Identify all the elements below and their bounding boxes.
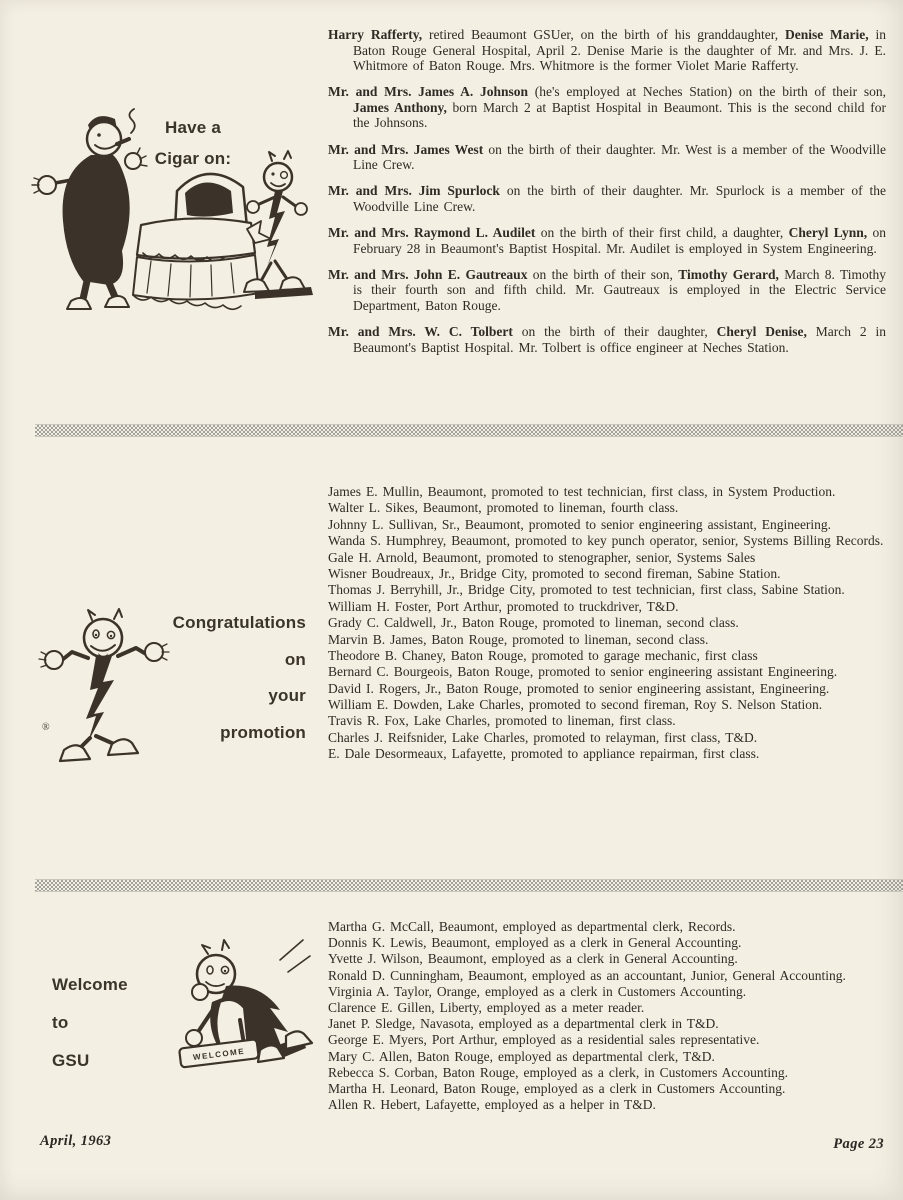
births-entries: [328, 27, 886, 366]
promotion-item: Wisner Boudreaux, Jr., Bridge City, promoted to second fireman, Sabine Station.: [328, 565, 781, 581]
welcome-mat-text: WELCOME: [192, 1046, 246, 1063]
new-employee-item: George E. Myers, Port Arthur, employed as a residential sales representative.: [328, 1032, 760, 1048]
birth-announcement: Mr. and Mrs. James A. Johnson (he's employed at Neches Station) on the birth of their son, James Anthony, born March 2 at Baptist Hospital in Beaumont. This is the second child for the Johnsons.: [328, 84, 887, 131]
births-section-label: [136, 112, 250, 174]
birth-announcement: Mr. and Mrs. John E. Gautreaux on the birth of their son, Timothy Gerard, March 8. Timothy is their fourth son and fifth child. Mr. Gautreaux is employed in the Electric Service Department, Baton Rouge.: [328, 266, 886, 313]
welcome-entries: [328, 920, 886, 1114]
promo-label-line3: your: [268, 686, 306, 705]
promotion-item: Walter L. Sikes, Beaumont, promoted to lineman, fourth class.: [328, 500, 679, 516]
new-employee-item: Martha G. McCall, Beaumont, employed as departmental clerk, Records.: [328, 919, 736, 934]
registered-trademark-symbol: ®: [42, 722, 50, 733]
births-label-line1: Have a: [164, 118, 222, 137]
welcome-label-line1: Welcome: [52, 975, 128, 994]
new-employee-item: Martha H. Leonard, Baton Rouge, employed as a clerk in Customers Accounting.: [328, 1080, 786, 1096]
reddy-welcome-mat-illustration: [148, 928, 318, 1108]
promotion-item: Wanda S. Humphrey, Beaumont, promoted to key punch operator, senior, Systems Billing Records.: [328, 533, 884, 549]
promotion-item: David I. Rogers, Jr., Baton Rouge, promoted to senior engineering assistant, Engineering.: [328, 680, 830, 696]
promo-label-line2: on: [284, 649, 306, 669]
promotion-item: Johnny L. Sullivan, Sr., Beaumont, promoted to senior engineering assistant, Engineering.: [328, 516, 832, 532]
new-employee-item: Yvette J. Wilson, Beaumont, employed as a clerk in General Accounting.: [328, 951, 738, 967]
promotion-item: Gale H. Arnold, Beaumont, promoted to stenographer, senior, Systems Sales: [328, 549, 756, 565]
welcome-label-line2: to: [52, 1013, 69, 1032]
promotion-item: Bernard C. Bourgeois, Baton Rouge, promoted to senior engineering assistant Engineering.: [328, 664, 838, 680]
welcome-section-label: [52, 966, 162, 1080]
section-divider-2: [35, 879, 903, 892]
birth-announcement: Mr. and Mrs. W. C. Tolbert on the birth of their daughter, Cheryl Denise, March 2 in Beaumont's Baptist Hospital. Mr. Tolbert is office engineer at Neches Station.: [328, 323, 886, 355]
birth-announcement: Mr. and Mrs. Jim Spurlock on the birth of their daughter. Mr. Spurlock is a member of the Woodville Line Crew.: [328, 183, 886, 214]
birth-announcement: Harry Rafferty, retired Beaumont GSUer, on the birth of his granddaughter, Denise Marie, in Baton Rouge General Hospital, April 2. Denise Marie is the daughter of Mr. and Mrs. J. E. Whitmore of Baton Rouge. Mrs. Whitmore is the former Violet Marie Rafferty.: [328, 27, 886, 74]
new-employee-item: Clarence E. Gillen, Liberty, employed as a meter reader.: [328, 999, 645, 1015]
new-employee-item: Mary C. Allen, Baton Rouge, employed as departmental clerk, T&D.: [328, 1048, 715, 1064]
promotions-entries: [328, 484, 886, 763]
promotion-item: William H. Foster, Port Arthur, promoted to truckdriver, T&D.: [328, 598, 679, 614]
new-employee-item: Virginia A. Taylor, Orange, employed as a clerk in Customers Accounting.: [328, 983, 747, 999]
new-employee-item: Ronald D. Cunningham, Beaumont, employed as an accountant, Junior, General Accounting.: [328, 967, 846, 983]
promo-label-line1: Congratulations: [172, 613, 306, 632]
promotion-item: E. Dale Desormeaux, Lafayette, promoted to appliance repairman, first class.: [328, 746, 760, 762]
promotion-item: Marvin B. James, Baton Rouge, promoted to lineman, second class.: [328, 631, 709, 647]
birth-announcement: Mr. and Mrs. Raymond L. Audilet on the birth of their first child, a daughter, Cheryl Lynn, on February 28 in Beaumont's Baptist Hospital. Mr. Audilet is employed in System Engineering.: [328, 224, 886, 256]
promotions-section-label: [158, 605, 306, 751]
new-employee-item: Rebecca S. Corban, Baton Rouge, employed as a clerk, in Customers Accounting.: [328, 1064, 789, 1080]
promo-label-line4: promotion: [220, 722, 306, 742]
footer-issue-date: April, 1963: [40, 1133, 112, 1149]
promotion-item: Charles J. Reifsnider, Lake Charles, promoted to relayman, first class, T&D.: [328, 729, 758, 745]
promotion-item: James E. Mullin, Beaumont, promoted to test technician, first class, in System Production.: [328, 484, 836, 499]
promotion-item: Theodore B. Chaney, Baton Rouge, promoted to garage mechanic, first class: [328, 647, 758, 663]
promotion-item: Grady C. Caldwell, Jr., Baton Rouge, promoted to lineman, second class.: [328, 615, 739, 631]
promotion-item: William E. Dowden, Lake Charles, promoted to second fireman, Roy S. Nelson Station.: [328, 697, 823, 713]
birth-announcement: Mr. and Mrs. James West on the birth of their daughter. Mr. West is a member of the Woodville Line Crew.: [328, 141, 886, 173]
footer-page-number: Page 23: [833, 1136, 884, 1152]
reddy-welcome-mat-icon: [148, 928, 318, 1108]
new-employee-item: Janet P. Sledge, Navasota, employed as a departmental clerk in T&D.: [328, 1016, 719, 1032]
promotion-item: Thomas J. Berryhill, Jr., Bridge City, promoted to test technician, first class, Sabine Station.: [328, 582, 845, 598]
welcome-label-line3: GSU: [52, 1051, 90, 1070]
births-label-line2: Cigar on:: [154, 149, 232, 168]
new-employee-item: Allen R. Hebert, Lafayette, employed as a helper in T&D.: [328, 1097, 656, 1113]
new-employee-item: Donnis K. Lewis, Beaumont, employed as a clerk in General Accounting.: [328, 935, 742, 951]
section-divider-1: [35, 424, 903, 437]
promotion-item: Travis R. Fox, Lake Charles, promoted to lineman, first class.: [328, 713, 676, 729]
